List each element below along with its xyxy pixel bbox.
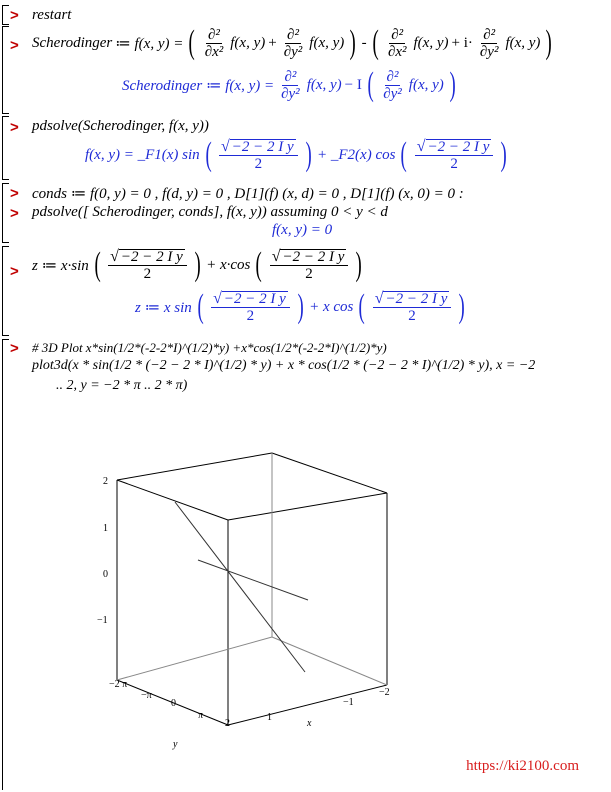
y-axis-label: y [173, 739, 178, 750]
frac-sqrt: √ −2 − 2 I y 2 [211, 291, 290, 324]
prompt-marker: > [10, 263, 19, 280]
frac-d2dx2: $\frac{\text{∂²}}{\text{∂x²}}$ [204, 26, 224, 60]
frac-d2dx2: $\frac{\text{∂²}}{\text{∂x²}}$ [387, 26, 407, 60]
input-z[interactable] [32, 248, 365, 282]
frac-d2dy2: $\frac{\text{∂²}}{\text{∂y²}}$ [281, 68, 300, 102]
prompt-marker: > [10, 185, 19, 202]
output-pdsolve-assuming: f(x, y) = 0 [272, 222, 333, 238]
output-schrodinger [122, 68, 458, 102]
y-tick-label: 2 [225, 718, 230, 729]
paren-close: ) [194, 246, 201, 283]
frac-sqrt: √ −2 − 2 I y 2 [219, 139, 298, 172]
paren-close: ) [305, 136, 312, 173]
minus-i: − I [344, 76, 362, 93]
z-mid: + x·cos [206, 256, 251, 273]
group-bracket-restart [2, 5, 9, 25]
frac-sqrt: √ −2 − 2 I y 2 [415, 139, 494, 172]
paren-open: ( [372, 24, 379, 61]
x-tick-label: −2 [379, 687, 390, 698]
group-bracket-plot3d [2, 339, 9, 790]
output-lhs: f(x, y) = _F1(x) sin [85, 146, 200, 163]
plot-surface [175, 502, 308, 672]
y-tick-label: −2 π [109, 679, 128, 690]
x-axis-label: x [307, 718, 312, 729]
watermark-url: https://ki2100.com [466, 758, 579, 774]
input-pdsolve-assuming[interactable]: pdsolve([ Scherodinger, conds], f(x, y)) assuming 0 < y < d [32, 204, 388, 220]
fxy: f(x, y) [309, 34, 345, 51]
group-bracket-conds [2, 183, 9, 243]
paren-open: ( [401, 136, 408, 173]
minus: - [361, 34, 367, 51]
input-comment[interactable]: # 3D Plot x*sin(1/2*(-2-2*I)^(1/2)*y) +x*cos(1/2*(-2-2*I)^(1/2)*y) [32, 340, 387, 355]
input-schrodinger[interactable] [32, 26, 555, 60]
x-tick-label: −1 [343, 697, 354, 708]
fxy: f(x, y) [230, 34, 266, 51]
prompt-marker: > [10, 340, 19, 357]
paren-close: ) [501, 136, 508, 173]
fxy: f(x, y) [306, 76, 342, 93]
y-tick-label: π [198, 710, 204, 721]
frac-sqrt: √ −2 − 2 I y 2 [108, 249, 187, 282]
prompt-marker: > [10, 119, 19, 136]
assign-text: ≔ f(x, y) = [115, 35, 184, 52]
prompt-marker: > [10, 7, 19, 24]
input-conds[interactable]: conds ≔ f(0, y) = 0 , f(d, y) = 0 , D[1](f) (x, d) = 0 , D[1](f) (x, 0) = 0 : [32, 186, 464, 202]
paren-close: ) [545, 24, 553, 61]
paren-open: ( [205, 136, 212, 173]
paren-open: ( [188, 24, 196, 61]
fxy: f(x, y) [413, 34, 449, 51]
z-tick-label: 1 [103, 523, 108, 534]
fxy: f(x, y) [505, 34, 541, 51]
x-tick-label: 1 [267, 712, 272, 723]
input-plot3d-line2[interactable]: .. 2, y = −2 * π .. 2 * π) [56, 378, 188, 393]
plus: + [268, 34, 277, 51]
z-tick-label: 0 [103, 569, 108, 580]
plot3d-canvas[interactable] [95, 440, 415, 760]
frac-sqrt: √ −2 − 2 I y 2 [373, 291, 452, 324]
output-mid: + _F2(x) cos [317, 146, 396, 163]
input-pdsolve[interactable]: pdsolve(Scherodinger, f(x, y)) [32, 118, 209, 134]
group-bracket-z [2, 246, 9, 336]
z-out-lhs: z ≔ x sin [135, 299, 192, 316]
plus-i: + i· [451, 34, 473, 51]
frac-sqrt: √ −2 − 2 I y 2 [270, 249, 349, 282]
z-tick-label: 2 [103, 476, 108, 487]
paren-close: ) [449, 66, 456, 103]
paren-close: ) [355, 246, 363, 283]
output-z [135, 290, 468, 324]
prompt-marker: > [10, 205, 19, 222]
paren-open: ( [197, 288, 204, 325]
input-plot3d-line1[interactable]: plot3d(x * sin(1/2 * (−2 − 2 * I)^(1/2) * y) + x * cos(1/2 * (−2 − 2 * I)^(1/2) * y), x = −2 [32, 358, 536, 373]
input-restart[interactable]: restart [32, 7, 72, 23]
group-bracket-pdsolve [2, 116, 9, 180]
paren-close: ) [297, 288, 304, 325]
prompt-marker: > [10, 37, 19, 54]
paren-open: ( [358, 288, 366, 325]
frac-d2dy2: $\frac{\text{∂²}}{\text{∂y²}}$ [479, 26, 499, 60]
fxy: f(x, y) [408, 76, 444, 93]
schrodinger-name: Scherodinger [32, 34, 113, 51]
frac-d2dy2: $\frac{\text{∂²}}{\text{∂y²}}$ [283, 26, 303, 60]
y-tick-label: −π [141, 690, 152, 701]
frac-d2dy2: $\frac{\text{∂²}}{\text{∂y²}}$ [383, 68, 402, 102]
paren-open: ( [94, 246, 101, 283]
paren-close: ) [458, 288, 466, 325]
z-tick-label: −1 [97, 615, 108, 626]
y-tick-label: 0 [171, 698, 176, 709]
output-lhs: Scherodinger ≔ f(x, y) = [122, 77, 275, 94]
output-pdsolve [85, 138, 510, 172]
paren-open: ( [255, 246, 263, 283]
group-bracket-schrodinger [2, 26, 9, 114]
paren-open: ( [367, 66, 374, 103]
plot-box [117, 453, 387, 725]
z-lhs: z ≔ x·sin [32, 257, 89, 274]
z-out-mid: + x cos [309, 298, 354, 315]
paren-close: ) [349, 24, 357, 61]
